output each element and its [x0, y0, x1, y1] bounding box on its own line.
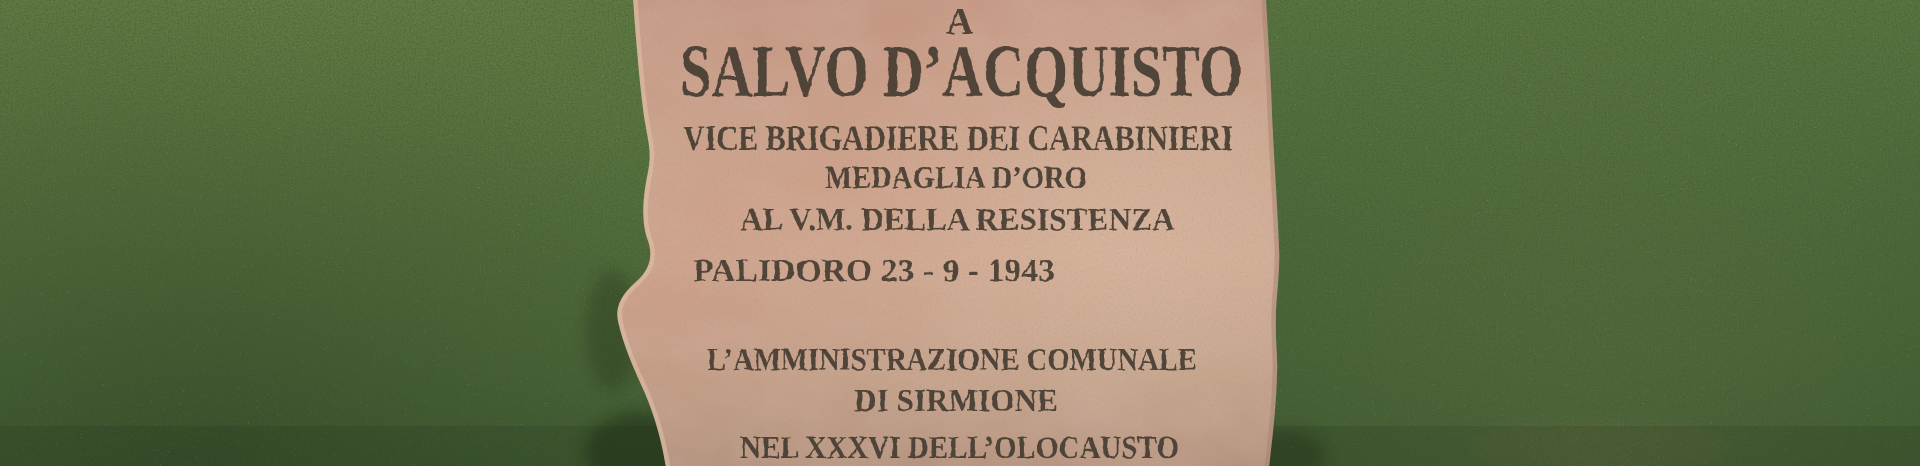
inscription-place-date: PALIDORO 23 - 9 - 1943	[693, 252, 1055, 288]
inscription-dedicator-1: L’AMMINISTRAZIONE COMUNALE	[707, 341, 1197, 377]
inscription-dedicator-3: NEL XXXVI DELL’OLOCAUSTO	[740, 429, 1179, 465]
inscription-name: SALVO D’ACQUISTO	[680, 31, 1243, 113]
inscription-dedicator-2: DI SIRMIONE	[854, 382, 1058, 418]
inscription-valor: AL V.M. DELLA RESISTENZA	[740, 201, 1175, 237]
inscription-rank: VICE BRIGADIERE DEI CARABINIERI	[683, 118, 1233, 158]
inscription-dedication: A	[946, 1, 974, 43]
inscription-medal: MEDAGLIA D’ORO	[825, 159, 1087, 195]
